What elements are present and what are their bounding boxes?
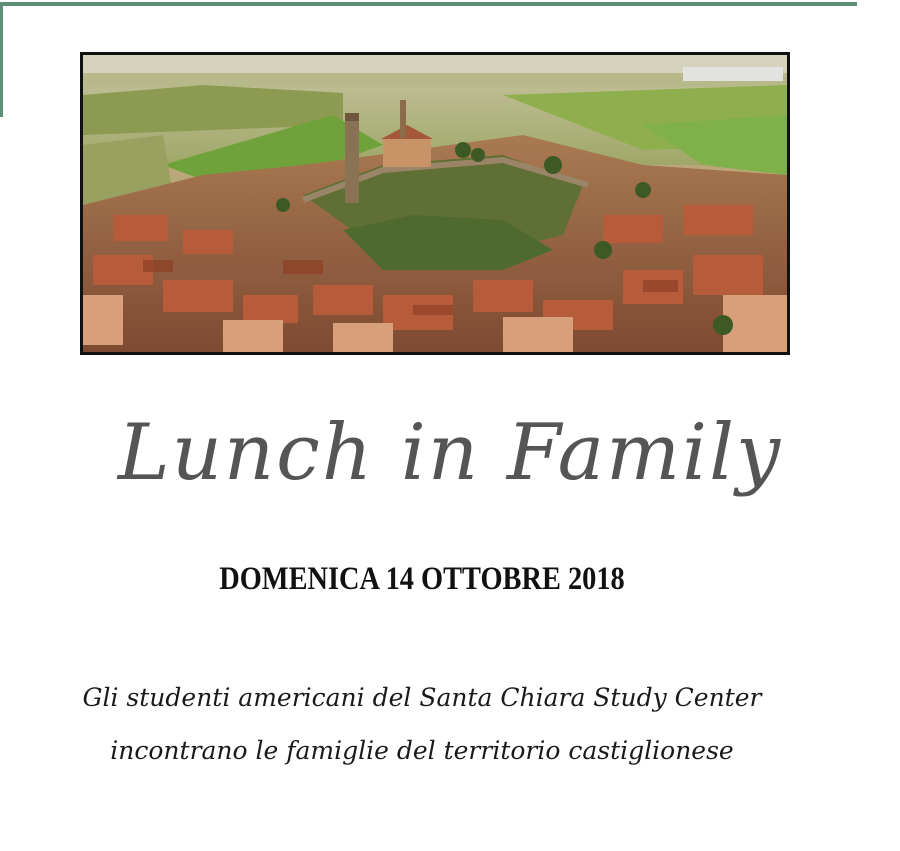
decorative-frame-top — [0, 2, 857, 6]
description-line-1: Gli studenti americani del Santa Chiara Study Center — [82, 683, 762, 712]
event-title: Lunch in Family — [117, 408, 783, 498]
description-line-2: incontrano le famiglie del territorio castiglionese — [110, 736, 734, 765]
event-date: DOMENICA 14 OTTOBRE 2018 — [219, 561, 625, 597]
decorative-frame-left — [0, 2, 3, 117]
town-aerial-photo — [80, 52, 790, 355]
